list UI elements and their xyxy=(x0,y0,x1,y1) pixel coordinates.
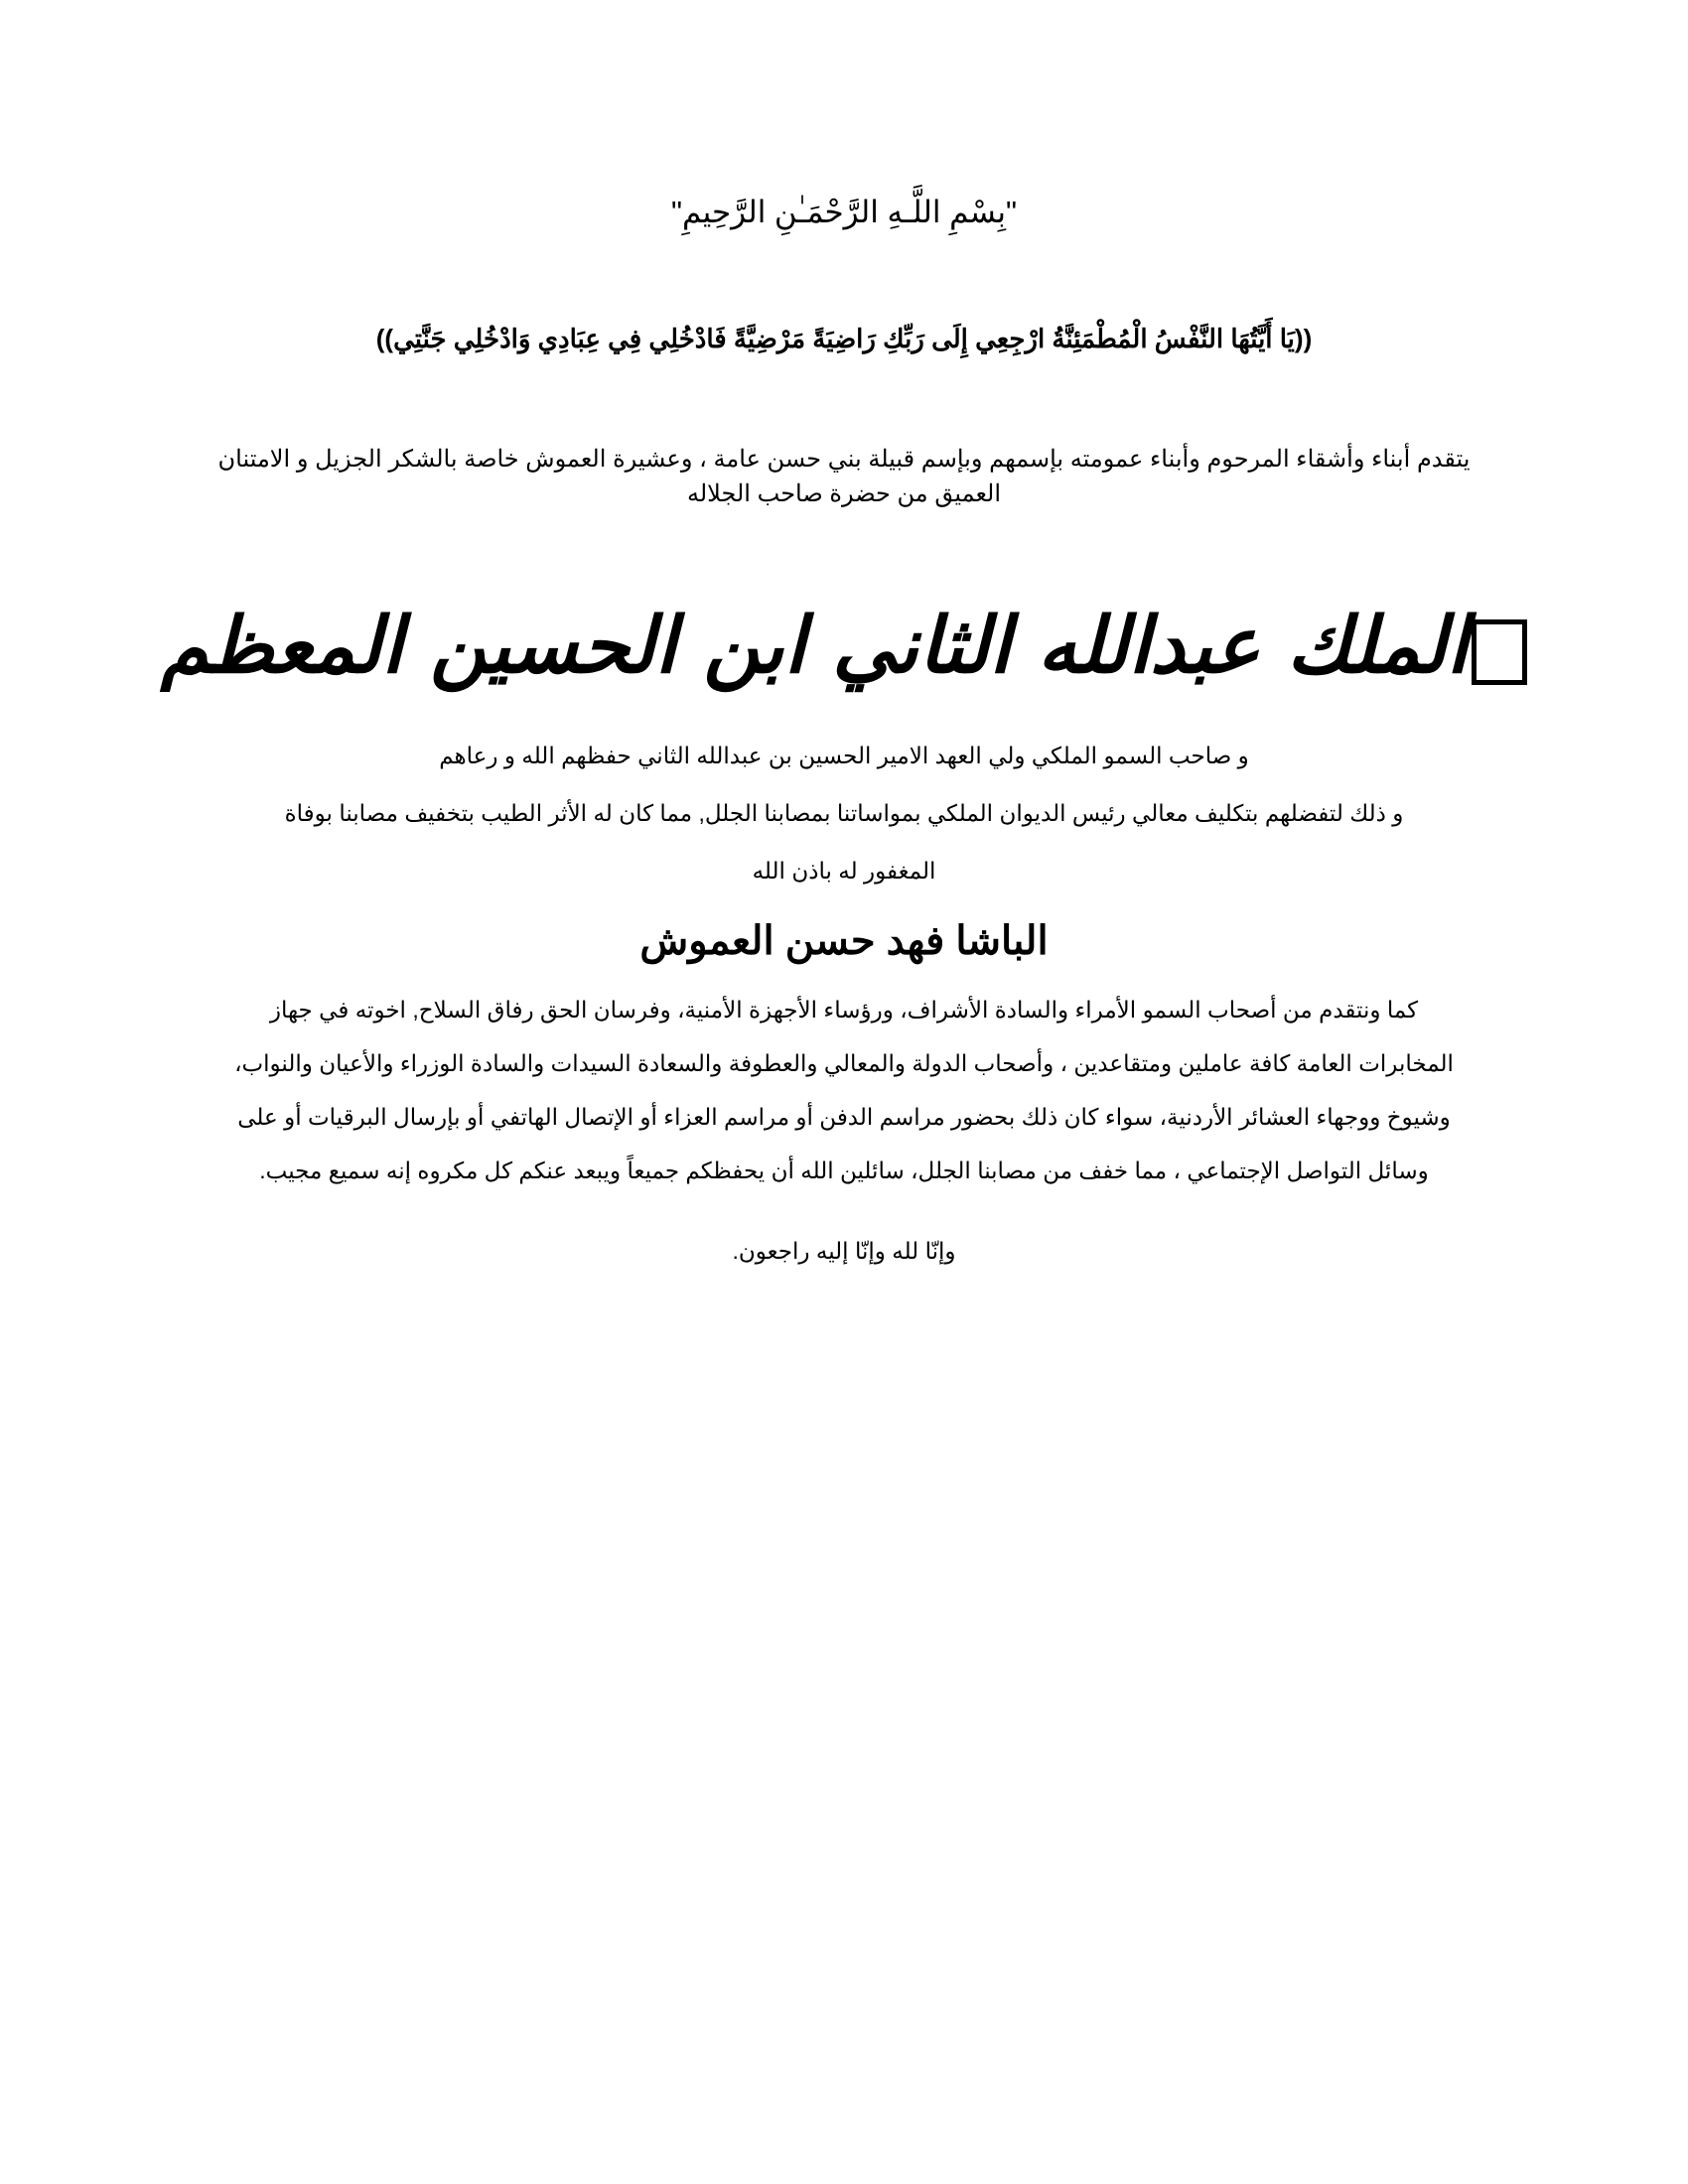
calligraphy-text: الملك عبدالله الثاني ابن الحسين المعظم xyxy=(160,601,1469,691)
body-line-3: وشيوخ ووجهاء العشائر الأردنية، سواء كان ذلك بحضور مراسم الدفن أو مراسم العزاء أو الإتصال الهاتفي أو بإرسال البرقيات أو على xyxy=(237,1104,1451,1130)
missing-glyph-box-icon xyxy=(1472,619,1527,685)
thanks-line-2: و ذلك لتفضلهم بتكليف معالي رئيس الديوان الملكي بمواساتنا بمصابنا الجلل, مما كان له الأثر الطيب بتخفيف مصابنا بوفاة xyxy=(284,800,1404,826)
body-line-1: كما ونتقدم من أصحاب السمو الأمراء والسادة الأشراف، ورؤساء الأجهزة الأمنية، وفرسان الحق رفاق السلاح, اخوته في جهاز xyxy=(269,997,1419,1023)
closing-line: وإنّا لله وإنّا إليه راجعون. xyxy=(732,1238,956,1264)
deceased-name: الباشا فهد حسن العموش xyxy=(639,919,1049,963)
body-line-2: المخابرات العامة كافة عاملين ومتقاعدين ، وأصحاب الدولة والمعالي والعطوفة والسعادة السيدات والسادة الوزراء والأعيان والنواب، xyxy=(234,1050,1454,1076)
quran-verse: ((يَا أَيَّتُهَا النَّفْسُ الْمُطْمَئِنَّةُ ارْجِعِي إِلَى رَبِّكِ رَاضِيَةً مَرْضِيَّةً فَادْخُلِي فِي عِبَادِي وَادْخُلِي جَنَّتِي)) xyxy=(375,324,1313,353)
body-line-4: وسائل التواصل الإجتماعي ، مما خفف من مصابنا الجلل، سائلين الله أن يحفظكم جميعاً ويبعد عنكم كل مكروه إنه سميع مجيب. xyxy=(259,1158,1429,1183)
thanks-line-3: المغفور له باذن الله xyxy=(752,858,936,884)
intro-line-2: العميق من حضرة صاحب الجلاله xyxy=(686,480,1002,507)
basmala: "بِسْمِ اللَّـهِ الرَّحْمَـٰنِ الرَّحِيمِ" xyxy=(670,195,1018,229)
intro-line-1: يتقدم أبناء وأشقاء المرحوم وأبناء عمومته بإسمهم وبإسم قبيلة بني حسن عامة ، وعشيرة العموش خاصة بالشكر الجزيل و الامتنان xyxy=(217,446,1471,473)
thanks-line-1: و صاحب السمو الملكي ولي العهد الامير الحسين بن عبدالله الثاني حفظهم الله و رعاهم xyxy=(439,743,1249,768)
king-name-calligraphy xyxy=(0,601,1688,691)
